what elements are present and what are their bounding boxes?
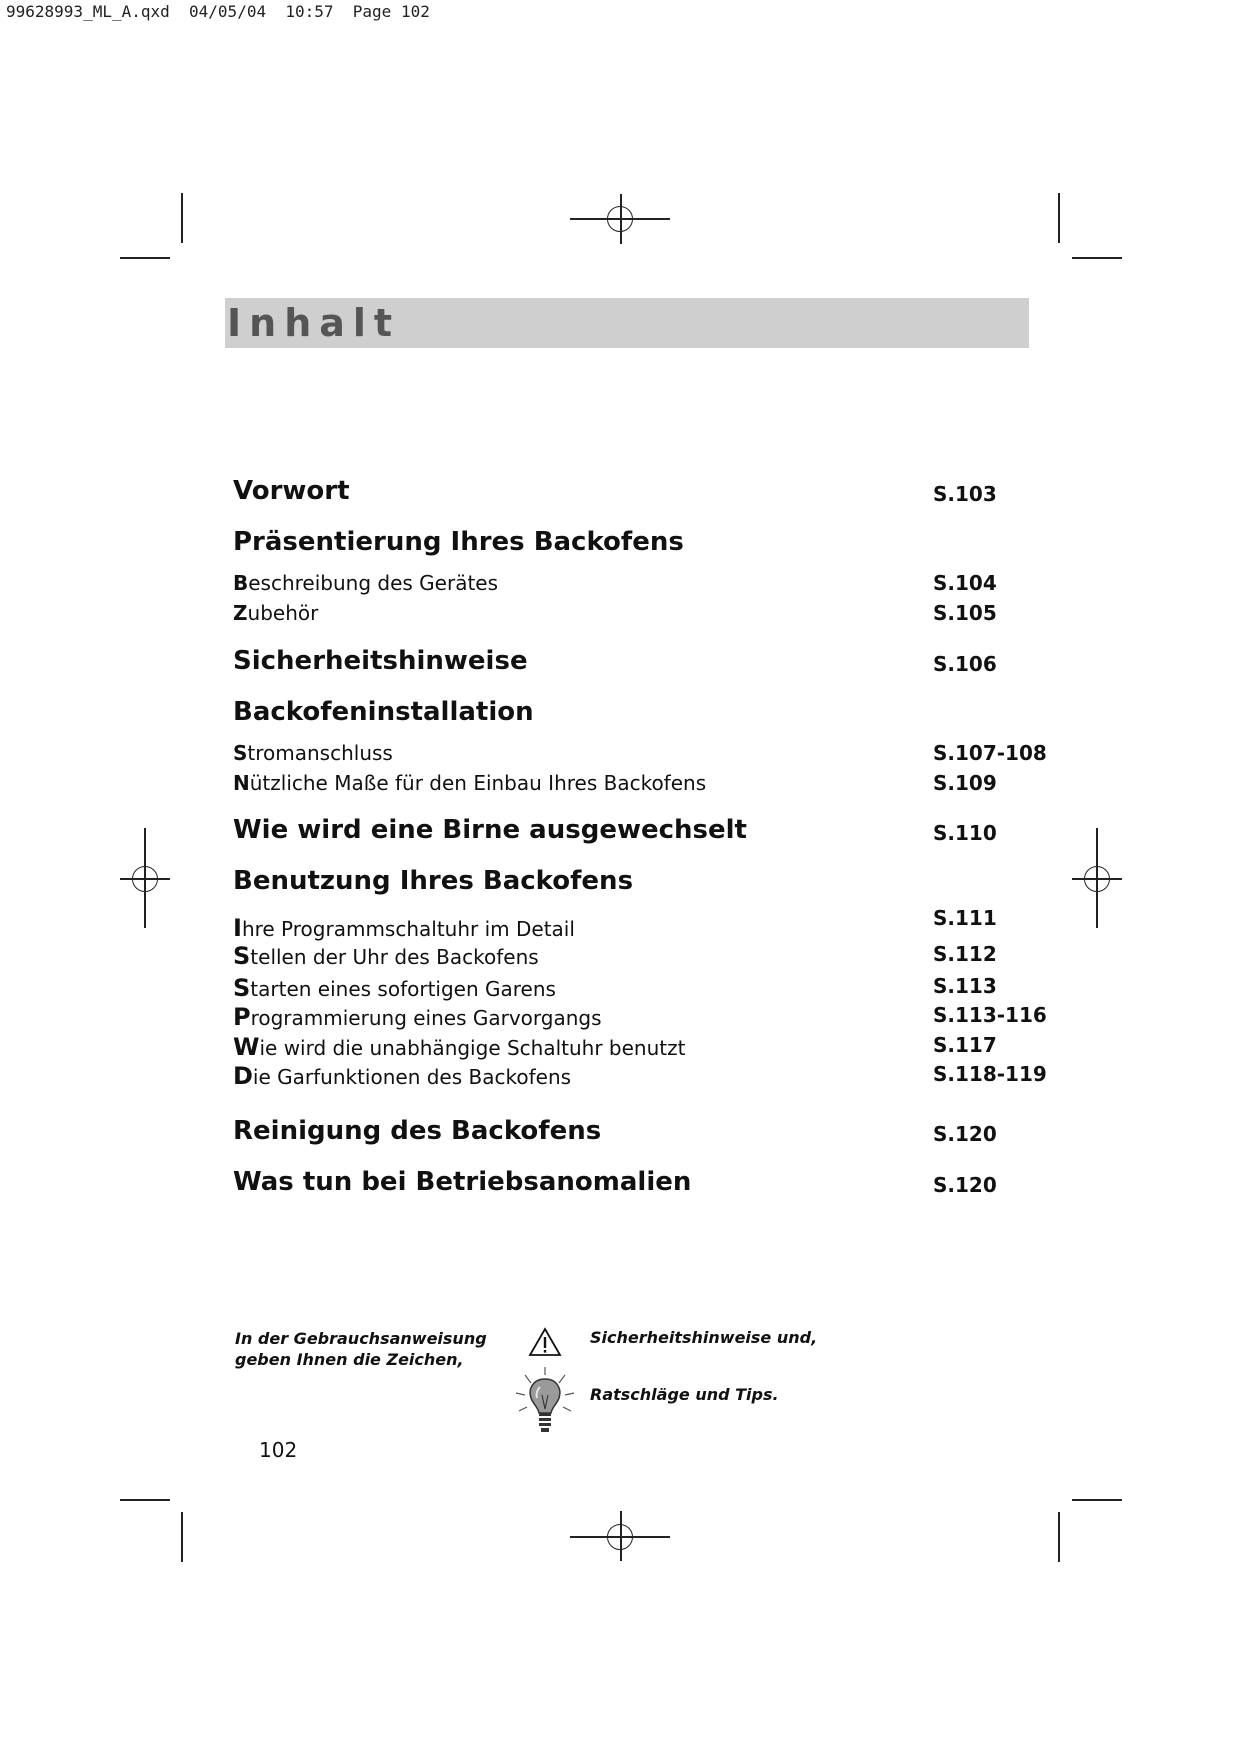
toc-entry-label xyxy=(233,974,556,1002)
toc-entry-label xyxy=(233,942,539,970)
crop-mark xyxy=(1058,1512,1060,1562)
toc-page: S.103 xyxy=(933,482,997,506)
toc-entry-text: ubehör xyxy=(247,601,319,625)
toc-entry-text: eschreibung des Gerätes xyxy=(248,571,499,595)
toc-entry-text: tarten eines sofortigen Garens xyxy=(250,977,556,1001)
title-band xyxy=(225,298,1029,348)
crop-mark xyxy=(120,1499,170,1501)
crop-mark xyxy=(1072,1499,1122,1501)
toc-page: S.117 xyxy=(933,1033,997,1057)
page-number: 102 xyxy=(259,1438,298,1462)
toc-entry-text: ie Garfunktionen des Backofens xyxy=(252,1065,572,1089)
toc-entry-label xyxy=(233,1062,571,1090)
toc-page: S.113 xyxy=(933,974,997,998)
toc-entry-text: hre Programmschaltuhr im Detail xyxy=(241,917,575,941)
toc-initial: Z xyxy=(233,601,248,625)
toc-initial: S xyxy=(233,741,248,765)
toc-page: S.107-108 xyxy=(933,741,1047,765)
crop-mark xyxy=(1072,257,1122,259)
toc-initial: B xyxy=(233,571,249,595)
toc-page: S.105 xyxy=(933,601,997,625)
toc-entry-text: ie wird die unabhängige Schaltuhr benutzt xyxy=(259,1036,686,1060)
legend-tips-text: Ratschläge und Tips. xyxy=(590,1385,779,1404)
toc-heading-label: Vorwort xyxy=(233,476,350,506)
toc-page: S.118-119 xyxy=(933,1062,1047,1086)
crop-mark xyxy=(1058,193,1060,243)
toc-initial: W xyxy=(233,1033,260,1061)
file-slug: 99628993_ML_A.qxd 04/05/04 10:57 Page 102 xyxy=(6,2,430,21)
toc-initial: P xyxy=(233,1003,251,1031)
registration-circle xyxy=(132,866,158,892)
toc-initial: I xyxy=(233,914,242,942)
toc-entry-text: tromanschluss xyxy=(247,741,393,765)
page-title: Inhalt xyxy=(227,301,401,345)
warning-triangle-icon xyxy=(528,1327,562,1357)
toc-initial: S xyxy=(233,974,251,1002)
toc-page: S.110 xyxy=(933,821,997,845)
registration-circle xyxy=(607,206,633,232)
legend-intro xyxy=(235,1328,487,1370)
toc-entry-label xyxy=(233,741,393,765)
toc-entry-label xyxy=(233,571,498,595)
legend-intro-line: In der Gebrauchsanweisung xyxy=(235,1329,487,1348)
crop-mark xyxy=(181,193,183,243)
toc-entry-label xyxy=(233,914,575,942)
toc-page: S.104 xyxy=(933,571,997,595)
light-bulb-icon xyxy=(513,1365,577,1437)
crop-mark xyxy=(120,257,170,259)
toc-initial: S xyxy=(233,942,251,970)
toc-heading-label: Benutzung Ihres Backofens xyxy=(233,866,634,896)
toc-entry-label xyxy=(233,1033,685,1061)
toc-page: S.120 xyxy=(933,1122,997,1146)
toc-page: S.113-116 xyxy=(933,1003,1047,1027)
toc-heading-label: Präsentierung Ihres Backofens xyxy=(233,527,684,557)
crop-mark xyxy=(181,1512,183,1562)
toc-page: S.120 xyxy=(933,1173,997,1197)
toc-entry-text: ützliche Maße für den Einbau Ihres Backofens xyxy=(249,771,707,795)
legend-intro-line: geben Ihnen die Zeichen, xyxy=(235,1350,464,1369)
toc-page: S.111 xyxy=(933,906,997,930)
toc-initial: D xyxy=(233,1062,253,1090)
toc-page: S.106 xyxy=(933,652,997,676)
toc-heading-label: Backofeninstallation xyxy=(233,697,534,727)
toc-heading-label: Sicherheitshinweise xyxy=(233,646,528,676)
toc-heading-label: Wie wird eine Birne ausgewechselt xyxy=(233,815,747,845)
toc-entry-label xyxy=(233,771,706,795)
toc-entry-label xyxy=(233,601,318,625)
registration-circle xyxy=(1084,866,1110,892)
toc-entry-text: tellen der Uhr des Backofens xyxy=(250,945,539,969)
toc-heading-label: Reinigung des Backofens xyxy=(233,1116,602,1146)
toc-entry-label xyxy=(233,1003,602,1031)
toc-page: S.109 xyxy=(933,771,997,795)
legend-warning-text: Sicherheitshinweise und, xyxy=(590,1328,818,1347)
registration-circle xyxy=(607,1524,633,1550)
toc-heading-label: Was tun bei Betriebsanomalien xyxy=(233,1167,692,1197)
toc-page: S.112 xyxy=(933,942,997,966)
toc-entry-text: rogrammierung eines Garvorgangs xyxy=(250,1006,602,1030)
toc-initial: N xyxy=(233,771,250,795)
